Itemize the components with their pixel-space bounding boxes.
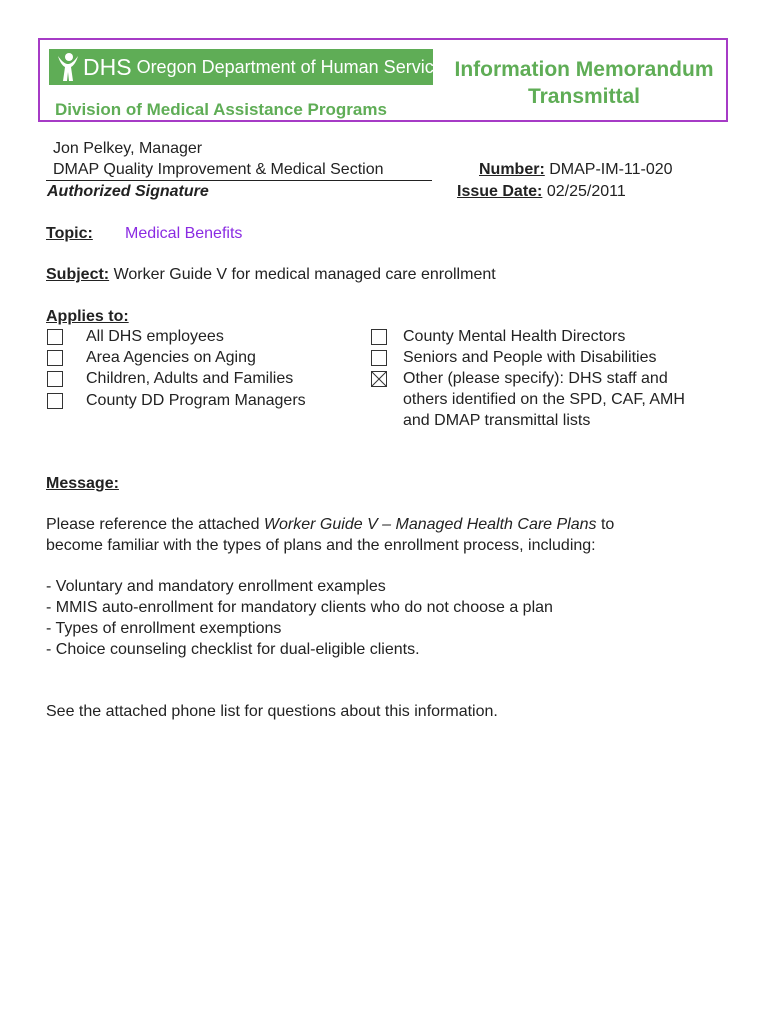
option-other-continued-1: others identified on the SPD, CAF, AMH bbox=[403, 391, 685, 408]
subject-label: Subject: bbox=[46, 266, 110, 283]
number-label: Number: bbox=[479, 161, 545, 178]
option-all-dhs-employees: All DHS employees bbox=[86, 328, 224, 345]
logo-department-text: Oregon Department of Human Services bbox=[136, 56, 453, 77]
option-seniors-people-disabilities: Seniors and People with Disabilities bbox=[403, 349, 657, 366]
message-intro-line2: become familiar with the types of plans and the enrollment process, including: bbox=[46, 537, 596, 554]
checkbox-county-dd-program-managers[interactable] bbox=[47, 393, 63, 409]
issue-date-value: 02/25/2011 bbox=[546, 183, 626, 200]
memo-title-line1: Information Memorandum bbox=[454, 58, 714, 81]
checkbox-children-adults-families[interactable] bbox=[47, 371, 63, 387]
checkbox-other-checked[interactable] bbox=[371, 371, 387, 387]
message-intro-guide-title: Worker Guide V – Managed Health Care Plans bbox=[263, 516, 597, 533]
message-bullet-2: - MMIS auto-enrollment for mandatory clients who do not choose a plan bbox=[46, 599, 553, 616]
option-area-agencies-on-aging: Area Agencies on Aging bbox=[86, 349, 256, 366]
option-children-adults-families: Children, Adults and Families bbox=[86, 370, 294, 387]
message-closing: See the attached phone list for questions about this information. bbox=[46, 703, 498, 720]
option-county-mental-health-directors: County Mental Health Directors bbox=[403, 328, 626, 345]
signer-section: DMAP Quality Improvement & Medical Section bbox=[53, 161, 384, 178]
logo-dhs-text: DHS bbox=[83, 53, 132, 80]
subject-value: Worker Guide V for medical managed care enrollment bbox=[113, 266, 496, 283]
authorized-signature-label: Authorized Signature bbox=[47, 183, 209, 200]
signature-line bbox=[46, 180, 432, 181]
dhs-logo-banner bbox=[49, 49, 453, 85]
topic-label: Topic: bbox=[46, 225, 93, 242]
checkbox-x-mark-icon bbox=[372, 372, 386, 386]
division-name: Division of Medical Assistance Programs bbox=[55, 100, 387, 119]
message-bullet-3: - Types of enrollment exemptions bbox=[46, 620, 282, 637]
message-bullet-4: - Choice counseling checklist for dual-eligible clients. bbox=[46, 641, 420, 658]
message-intro-before: Please reference the attached bbox=[46, 516, 264, 533]
applies-to-label: Applies to: bbox=[46, 308, 129, 325]
option-other: Other (please specify): DHS staff and bbox=[403, 370, 668, 387]
memo-header bbox=[38, 38, 728, 122]
message-intro-line1 bbox=[46, 516, 614, 534]
topic-value: Medical Benefits bbox=[125, 225, 243, 242]
checkbox-county-mental-health-directors[interactable] bbox=[371, 329, 387, 345]
message-intro-after: to bbox=[596, 516, 615, 533]
checkbox-all-dhs-employees[interactable] bbox=[47, 329, 63, 345]
signer-name: Jon Pelkey, Manager bbox=[53, 140, 203, 157]
issue-date-row bbox=[457, 183, 626, 201]
message-label: Message: bbox=[46, 475, 119, 492]
subject-row bbox=[46, 266, 496, 284]
message-bullet-1: - Voluntary and mandatory enrollment examples bbox=[46, 578, 386, 595]
dhs-person-logo-icon bbox=[55, 51, 81, 83]
issue-date-label: Issue Date: bbox=[457, 183, 543, 200]
checkbox-area-agencies-on-aging[interactable] bbox=[47, 350, 63, 366]
number-row bbox=[479, 161, 673, 179]
number-value: DMAP-IM-11-020 bbox=[549, 161, 673, 178]
checkbox-seniors-people-disabilities[interactable] bbox=[371, 350, 387, 366]
memo-title bbox=[442, 56, 726, 110]
option-other-continued-2: and DMAP transmittal lists bbox=[403, 412, 591, 429]
option-county-dd-program-managers: County DD Program Managers bbox=[86, 392, 306, 409]
memo-title-line2: Transmittal bbox=[527, 85, 641, 108]
